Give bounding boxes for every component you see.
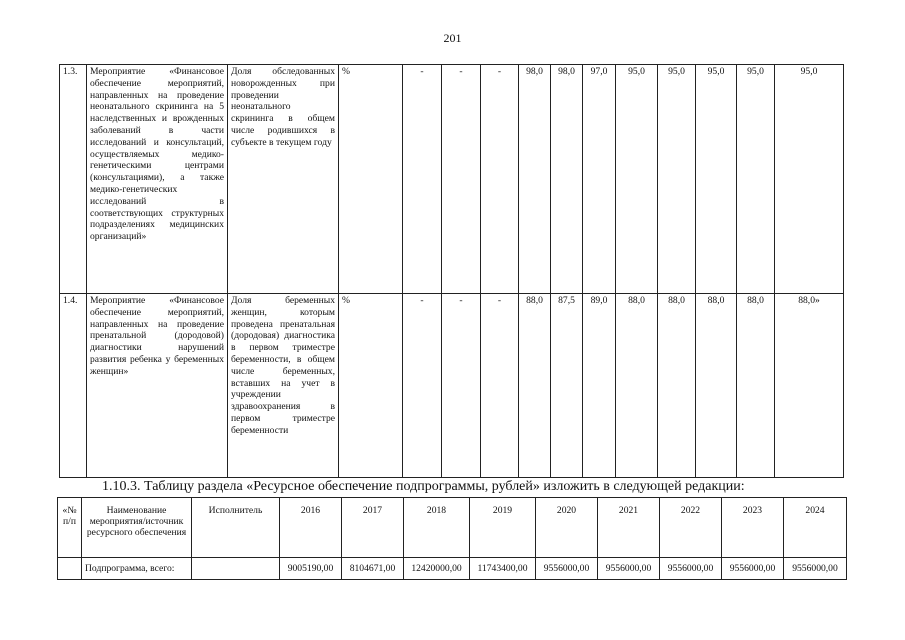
value-cell: 88,0: [519, 294, 551, 478]
section-heading: 1.10.3. Таблицу раздела «Ресурсное обеспечение подпрограммы, рублей» изложить в следующей редакции:: [102, 479, 745, 494]
header-num: «№ п/п: [58, 498, 82, 558]
measure-number: 1.4.: [60, 294, 87, 478]
value-cell: 98,0: [519, 65, 551, 294]
amount-cell: 9556000,00: [660, 558, 722, 580]
header-year: 2021: [598, 498, 660, 558]
indicator-name: Доля обследованных новорожденных при проведении неонатального скрининга в общем числе родившихся в субъекте в текущем году: [228, 65, 339, 294]
value-cell: 88,0»: [775, 294, 844, 478]
value-cell: 88,0: [696, 294, 737, 478]
header-year: 2016: [280, 498, 342, 558]
header-year: 2017: [342, 498, 404, 558]
value-cell: 87,5: [551, 294, 583, 478]
header-year: 2019: [470, 498, 536, 558]
header-year: 2020: [536, 498, 598, 558]
header-name: Наименование мероприятия/источник ресурсного обеспечения: [82, 498, 192, 558]
value-cell: 95,0: [658, 65, 696, 294]
header-year: 2018: [404, 498, 470, 558]
measure-number: 1.3.: [60, 65, 87, 294]
value-cell: -: [481, 65, 519, 294]
value-cell: -: [481, 294, 519, 478]
value-cell: 98,0: [551, 65, 583, 294]
value-cell: -: [403, 65, 442, 294]
table-header-row: [58, 498, 847, 558]
value-cell: -: [442, 294, 481, 478]
amount-cell: 9556000,00: [784, 558, 847, 580]
header-executor: Исполнитель: [192, 498, 280, 558]
resource-table: [57, 497, 847, 580]
value-cell: 95,0: [775, 65, 844, 294]
header-year: 2023: [722, 498, 784, 558]
value-cell: -: [442, 65, 481, 294]
row-executor: [192, 558, 280, 580]
value-cell: 88,0: [616, 294, 658, 478]
value-cell: 95,0: [616, 65, 658, 294]
header-year: 2022: [660, 498, 722, 558]
amount-cell: 9556000,00: [722, 558, 784, 580]
unit-cell: %: [339, 294, 403, 478]
value-cell: 95,0: [696, 65, 737, 294]
amount-cell: 11743400,00: [470, 558, 536, 580]
header-year: 2024: [784, 498, 847, 558]
amount-cell: 9556000,00: [598, 558, 660, 580]
measure-name: Мероприятие «Финансовое обеспечение мероприятий, направленных на проведение пренатальной (дородовой) диагностики нарушений развития ребенка у беременных женщин»: [87, 294, 228, 478]
value-cell: 95,0: [737, 65, 775, 294]
value-cell: 88,0: [658, 294, 696, 478]
row-name: Подпрограмма, всего:: [82, 558, 192, 580]
table-row: [60, 294, 844, 478]
amount-cell: 9556000,00: [536, 558, 598, 580]
row-num: [58, 558, 82, 580]
value-cell: 88,0: [737, 294, 775, 478]
table-row: [58, 558, 847, 580]
unit-cell: %: [339, 65, 403, 294]
value-cell: 89,0: [583, 294, 616, 478]
indicators-table: [59, 64, 844, 478]
measure-name: Мероприятие «Финансовое обеспечение мероприятий, направленных на проведение неонатального скрининга на 5 наследственных и врожденных заболеваний в части исследований и консультаций, осуществляемых медико-генетическими центрами (консультациями), а также медико-генетических исследований в соответствующих структурных подразделениях медицинских организаций»: [87, 65, 228, 294]
amount-cell: 12420000,00: [404, 558, 470, 580]
page-number: 201: [443, 31, 462, 45]
table-row: [60, 65, 844, 294]
amount-cell: 8104671,00: [342, 558, 404, 580]
amount-cell: 9005190,00: [280, 558, 342, 580]
value-cell: -: [403, 294, 442, 478]
indicator-name: Доля беременных женщин, которым проведена пренатальная (дородовая) диагностика в первом триместре беременности, в общем числе беременных, вставших на учет в учреждении здравоохранения в первом триместре беременности: [228, 294, 339, 478]
value-cell: 97,0: [583, 65, 616, 294]
